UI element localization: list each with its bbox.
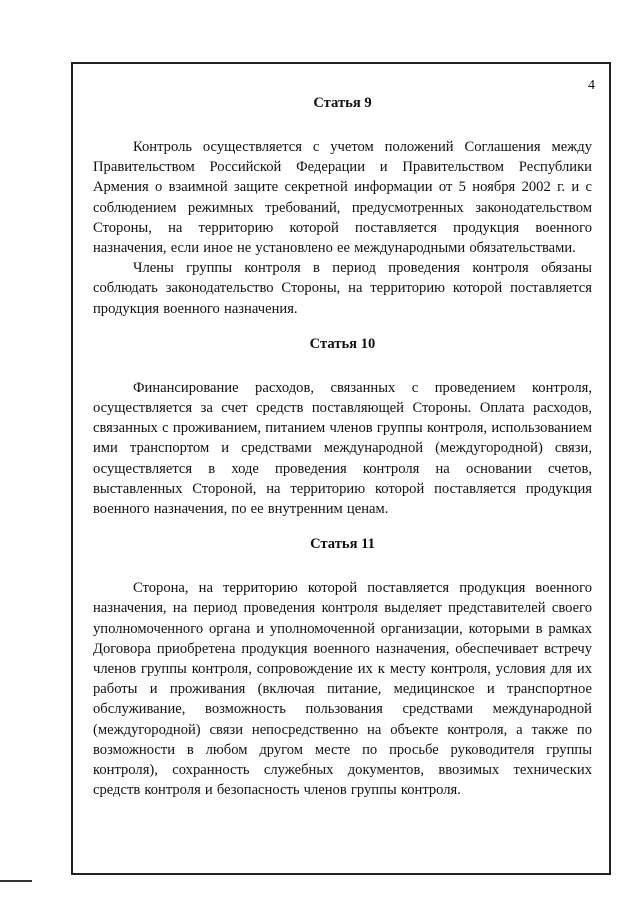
document-body bbox=[93, 94, 592, 800]
article-11-paragraph-1: Сторона, на территорию которой поставляется продукция военного назначения, на период проведения контроля выделяет представителей своего уполномоченного органа и уполномоченной организации, которыми в рамках Договора приобретена продукция военного назначения, обеспечивает встречу членов группы контроля, сопровождение их к месту контроля, условия для их работы и проживания (включая питание, медицинское и транспортное обслуживание, возможность пользования средствами международной (междугородной) связи непосредственно на объекте контроля, а также по возможности в любом другом месте по просьбе руководителя группы контроля), сохранность служебных документов, ввозимых технических средств контроля и безопасность членов группы контроля. bbox=[93, 580, 592, 799]
page-number: 4 bbox=[588, 78, 595, 93]
scan-edge-mark bbox=[0, 880, 32, 882]
article-10-heading: Статья 10 bbox=[309, 335, 376, 352]
article-9-paragraph-1: Контроль осуществляется с учетом положений Соглашения между Правительством Российской Федерации и Правительством Республики Армения о взаимной защите секретной информации от 5 ноября 2002 г. и с соблюдением режимных требований, предусмотренных законодательством Стороны, на территорию которой поставляется продукция военного назначения, если иное не установлено ее международными обязательствами. bbox=[93, 139, 592, 257]
article-9-paragraph-2: Члены группы контроля в период проведения контроля обязаны соблюдать законодательство Стороны, на территорию которой поставляется продукция военного назначения. bbox=[93, 260, 592, 317]
article-9-heading: Статья 9 bbox=[313, 95, 372, 111]
article-11-heading: Статья 11 bbox=[310, 536, 375, 553]
article-10-paragraph-1: Финансирование расходов, связанных с проведением контроля, осуществляется за счет средств поставляющей Стороны. Оплата расходов, связанных с проживанием, питанием членов группы контроля, использованием ими транспортом и средствами международной (междугородной) связи, осуществляется в ходе проведения контроля на основании счетов, выставленных Стороной, на территорию которой поставляется продукция военного назначения, по ее внутренним ценам. bbox=[93, 379, 592, 518]
